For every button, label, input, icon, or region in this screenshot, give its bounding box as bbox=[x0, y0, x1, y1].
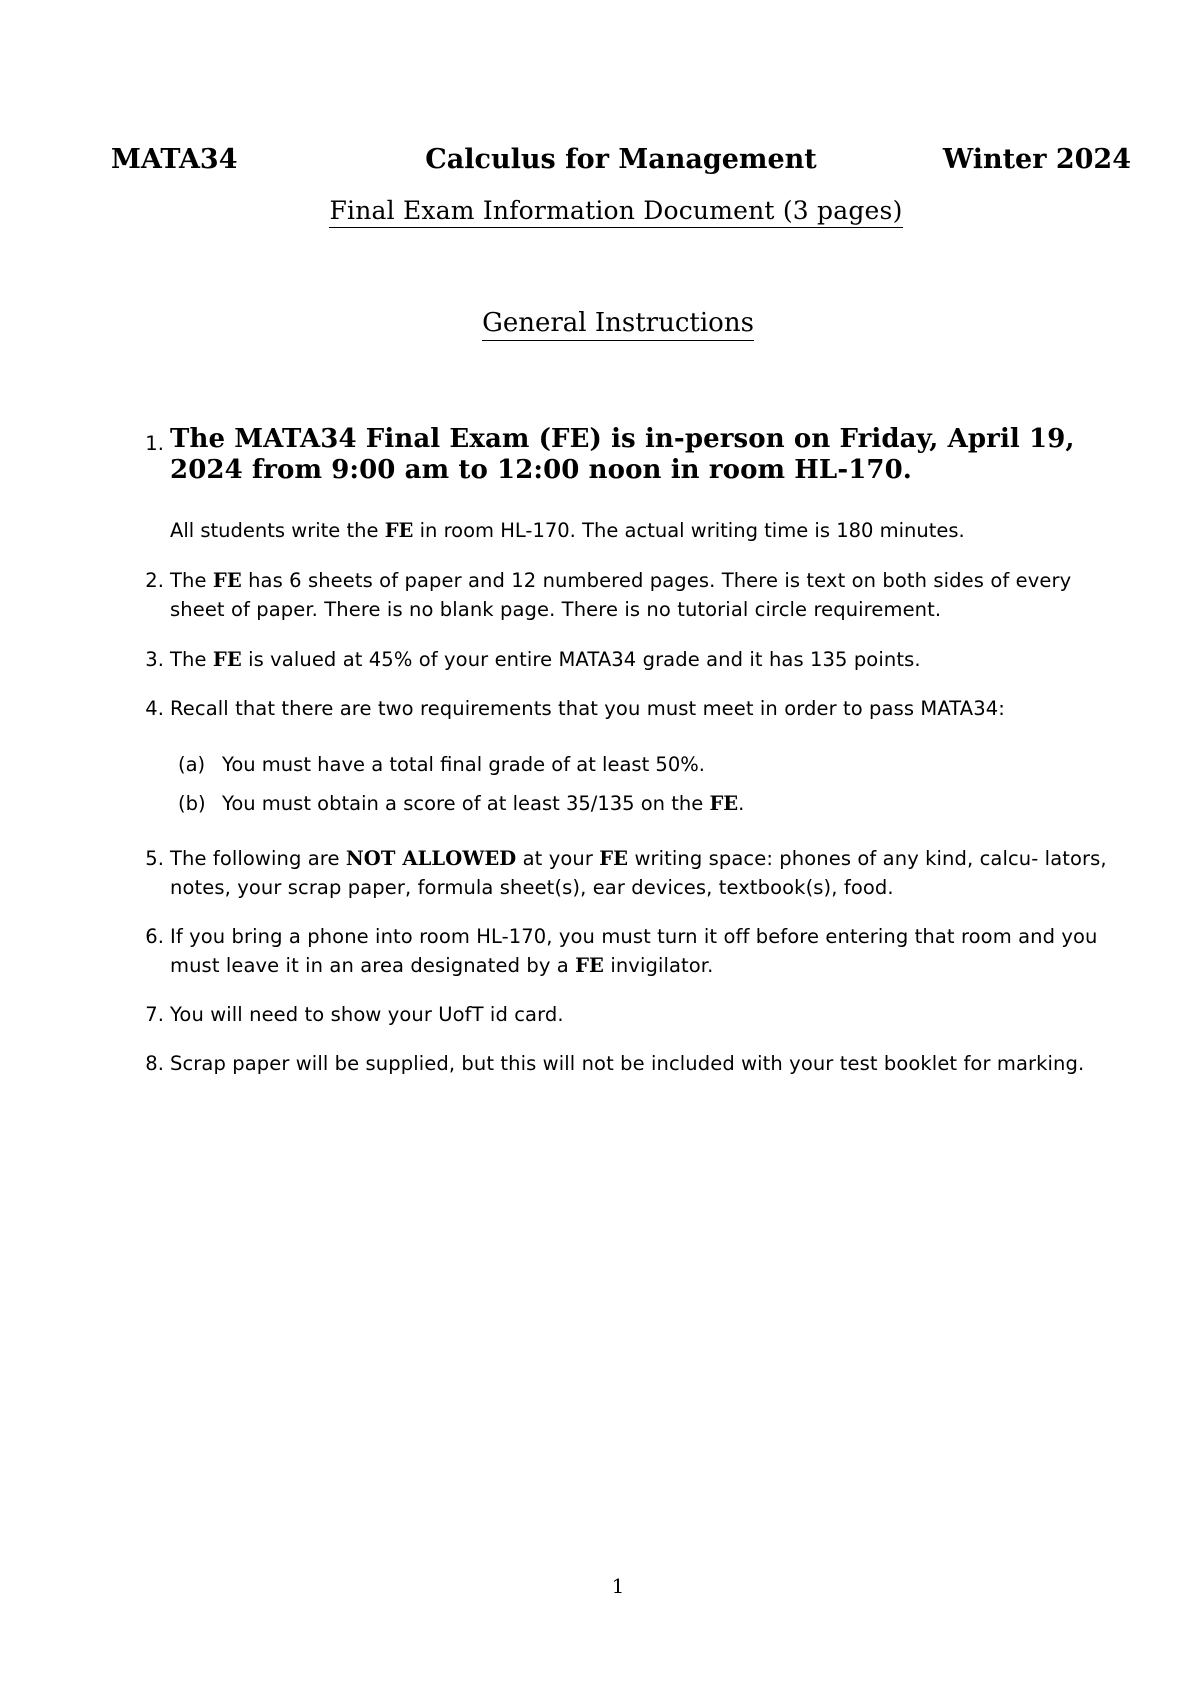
item-number: 4. bbox=[145, 697, 164, 720]
sub-item-text: You must have a total final grade of at least 50%. bbox=[222, 753, 705, 776]
list-item-6: 6. If you bring a phone into room HL-170, you must turn it off before entering that room and you must leave it in an area designated by a FE invigilator. bbox=[170, 922, 1130, 980]
sub-item-label: (a) bbox=[178, 753, 206, 776]
item-number: 3. bbox=[145, 648, 164, 671]
section-title: General Instructions bbox=[482, 308, 754, 341]
sub-item-b: (b) You must obtain a score of at least 35/135 on the FE. bbox=[222, 789, 1122, 818]
list-item-3: 3. The FE is valued at 45% of your entire MATA34 grade and it has 135 points. bbox=[170, 645, 1130, 674]
list-item-4 bbox=[145, 694, 1130, 723]
item-text: The MATA34 Final Exam (FE) is in-person on Friday, April 19, 2024 from 9:00 am to 12:00 noon in room HL-170. bbox=[170, 424, 1075, 485]
list-item-5: 5. The following are NOT ALLOWED at your FE writing space: phones of any kind, calcu- lators, notes, your scrap paper, formula sheet(s), ear devices, textbook(s), food. bbox=[170, 844, 1130, 902]
course-code: MATA34 bbox=[111, 144, 238, 175]
document-title-wrapper bbox=[0, 196, 1200, 228]
item-number: 2. bbox=[145, 569, 164, 592]
item-text: You will need to show your UofT id card. bbox=[170, 1003, 564, 1026]
page-number: 1 bbox=[611, 1574, 625, 1598]
list-item-1 bbox=[145, 424, 1130, 486]
document-title: Final Exam Information Document (3 pages) bbox=[329, 196, 902, 228]
sub-item-a bbox=[178, 750, 1122, 779]
list-item-8 bbox=[145, 1049, 1130, 1078]
item-number: 1. bbox=[145, 432, 164, 455]
item-1-note: All students write the FE in room HL-170. The actual writing time is 180 minutes. bbox=[170, 519, 965, 542]
page-header bbox=[111, 144, 1131, 180]
item-number: 5. bbox=[145, 847, 164, 870]
term: Winter 2024 bbox=[942, 144, 1131, 175]
item-number: 7. bbox=[145, 1003, 164, 1026]
item-number: 8. bbox=[145, 1052, 164, 1075]
list-item-7 bbox=[145, 1000, 1130, 1029]
item-text: Scrap paper will be supplied, but this will not be included with your test booklet for marking. bbox=[170, 1052, 1085, 1075]
sub-item-label: (b) bbox=[178, 792, 206, 815]
list-item-2: 2. The FE has 6 sheets of paper and 12 numbered pages. There is text on both sides of every sheet of paper. There is no blank page. There is no tutorial circle requirement. bbox=[170, 566, 1130, 624]
course-name: Calculus for Management bbox=[425, 144, 817, 175]
item-number: 6. bbox=[145, 925, 164, 948]
section-title-wrapper bbox=[0, 308, 1200, 341]
item-text: Recall that there are two requirements that you must meet in order to pass MATA34: bbox=[170, 697, 1005, 720]
